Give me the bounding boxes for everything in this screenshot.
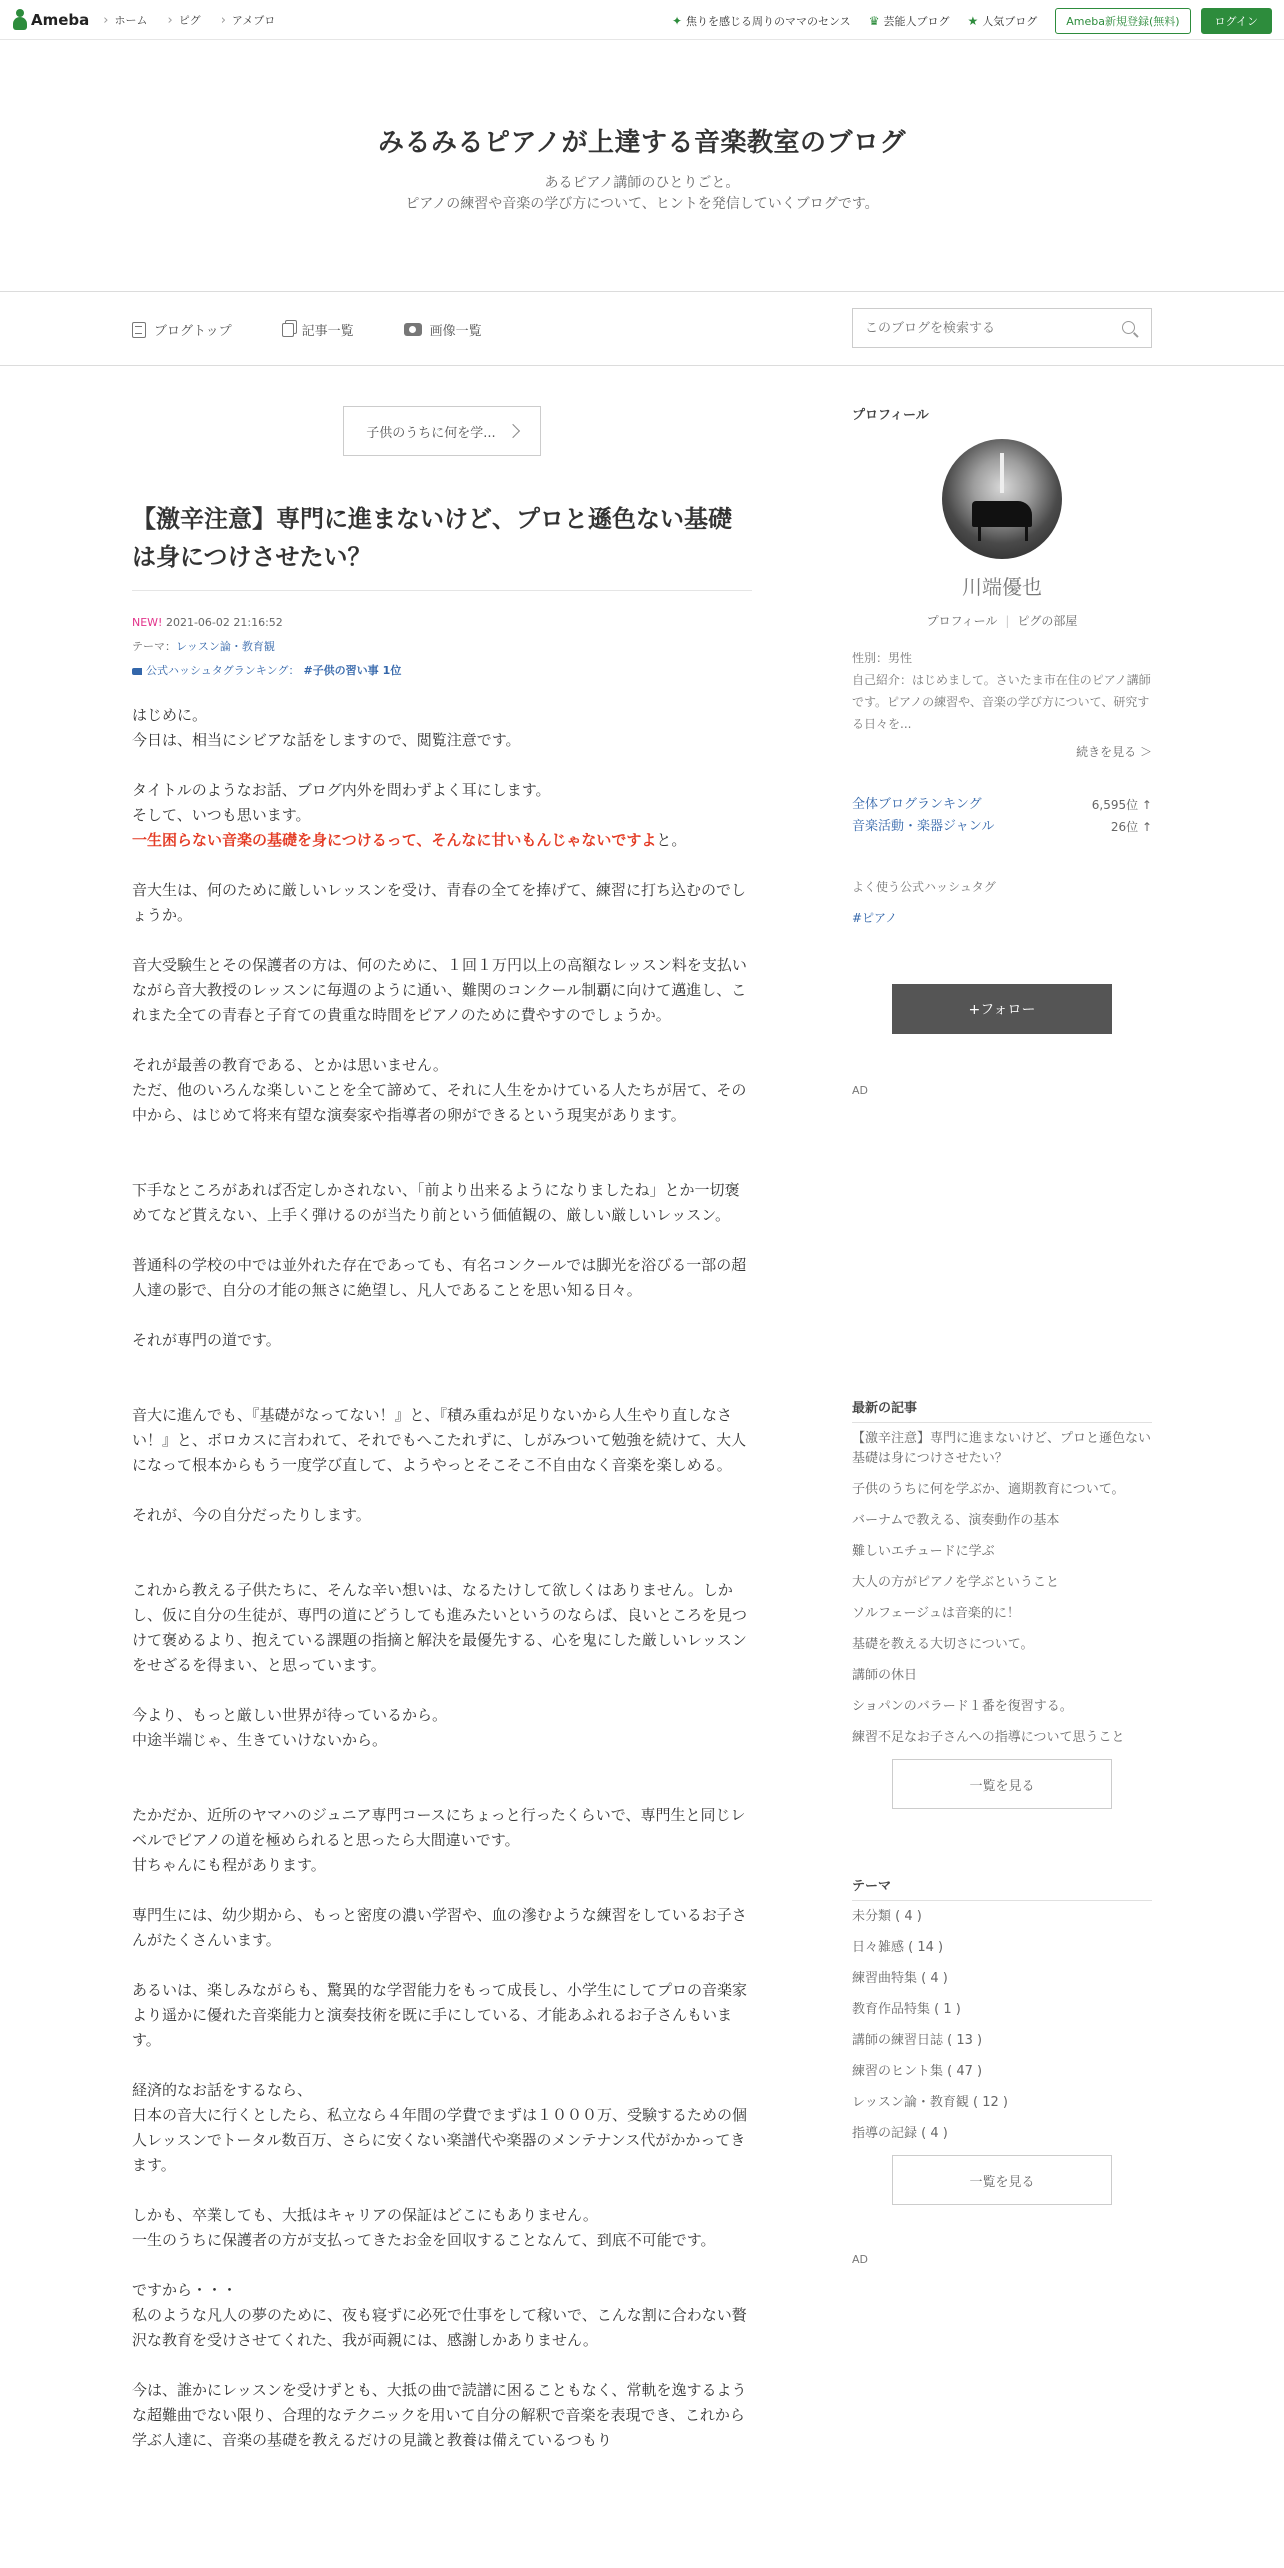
nav-blog-top[interactable]: [132, 320, 232, 339]
paragraph: 今より、もっと厳しい世界が待っているから。 中途半端じゃ、生きていけないから。: [132, 1706, 448, 1749]
nav-pigg[interactable]: › ピグ: [167, 12, 200, 28]
theme-item[interactable]: 講師の練習日誌 ( 13 ): [852, 2033, 983, 2048]
nav-image-list[interactable]: [404, 320, 482, 339]
emphasis-text: 一生困らない音楽の基礎を身につけるって、そんなに甘いもんじゃないですよ: [132, 831, 657, 849]
nav-entry-list-label: 記事一覧: [301, 324, 354, 339]
main-column: [132, 366, 752, 2478]
entry-title[interactable]: 【激辛注意】専門に進まないけど、プロと遜色ない基礎は身につけさせたい？: [132, 500, 752, 591]
nav-entry-list[interactable]: [282, 320, 354, 339]
header-right: [672, 8, 1272, 34]
blog-nav: [0, 292, 1284, 366]
theme-link[interactable]: レッスン論・教育観: [176, 640, 275, 653]
paragraph: 経済的なお話をするなら、 日本の音大に行くとしたら、私立なら４年間の学費でまずは１０００万、受験するための個人レッスンでトータル数百万、さらに安くない楽譜代や楽器のメンテナンス代がかかってきます。: [132, 2081, 748, 2174]
document-icon: [132, 322, 146, 338]
theme-heading: テーマ: [852, 1875, 1152, 1901]
popular-blog-label: 人気ブログ: [982, 15, 1038, 28]
camera-icon: [404, 323, 422, 336]
recent-item[interactable]: 基礎を教える大切さについて。: [852, 1637, 1034, 1652]
recent-item[interactable]: 講師の休日: [852, 1668, 918, 1683]
theme-list: [852, 1907, 1152, 2144]
login-button[interactable]: ログイン: [1201, 8, 1272, 34]
ranking-rank: 1位: [382, 664, 402, 677]
logo-text: Ameba: [31, 10, 90, 29]
recent-item[interactable]: 大人の方がピアノを学ぶということ: [852, 1575, 1059, 1590]
theme-item[interactable]: レッスン論・教育観 ( 12 ): [852, 2095, 1008, 2110]
theme-item[interactable]: 未分類 ( 4 ): [852, 1909, 922, 1924]
theme-more-button[interactable]: 一覧を見る: [892, 2155, 1112, 2205]
recent-item[interactable]: 【激辛注意】専門に進まないけど、プロと遜色ない基礎は身につけさせたい？: [852, 1431, 1152, 1466]
register-button[interactable]: Ameba新規登録(無料): [1055, 8, 1190, 34]
entry-body: [132, 703, 752, 2453]
recent-item[interactable]: ショパンのバラード１番を復習する。: [852, 1699, 1073, 1714]
profile-heading: プロフィール: [852, 408, 929, 423]
paragraph: 下手なところがあれば否定しかされない、「前より出来るようになりましたね」とか一切褒めてなど貰えない、上手く弾けるのが当たり前という価値観の、厳しい厳しいレッスン。: [132, 1181, 740, 1224]
profile-gender: 性別：男性: [852, 651, 913, 665]
prev-entry-button[interactable]: [343, 406, 541, 456]
hashtag-ranking[interactable]: [132, 659, 752, 683]
rank-all-link[interactable]: 全体ブログランキング: [852, 797, 982, 812]
paragraph: それが最善の教育である、とかは思いません。 ただ、他のいろんな楽しいことを全て諦めて、それに人生をかけている人たちが居て、その中から、はじめて将来有望な演奏家や指導者の卵ができるという現実があります。: [132, 1056, 747, 1124]
celebrity-blog-label: 芸能人ブログ: [883, 15, 950, 28]
celebrity-blog-link[interactable]: [869, 13, 950, 29]
recent-more-button[interactable]: 一覧を見る: [892, 1759, 1112, 1809]
nav-blog-top-label: ブログトップ: [154, 324, 232, 339]
paragraph: それが専門の道です。: [132, 1331, 281, 1349]
paragraph: はじめに。 今日は、相当にシビアな話をしますので、閲覧注意です。: [132, 706, 521, 749]
prev-entry-label: 子供のうちに何を学...: [366, 425, 496, 441]
paragraph: 普通科の学校の中では並外れた存在であっても、有名コンクールでは脚光を浴びる一部の超人達の影で、自分の才能の無さに絶望し、凡人であることを思い知る日々。: [132, 1256, 747, 1299]
tag-icon: [132, 668, 142, 675]
hashtag-link[interactable]: #ピアノ: [852, 911, 898, 925]
theme-item[interactable]: 日々雑感 ( 14 ): [852, 1940, 944, 1955]
theme-item[interactable]: 練習のヒント集 ( 47 ): [852, 2064, 983, 2079]
paragraph: 音大受験生とその保護者の方は、何のために、１回１万円以上の高額なレッスン料を支払いながら音大教授のレッスンに毎週のように通い、難関のコンクール制覇に向けて邁進し、これまた全ての青春と子育ての貴重な時間をピアノのために費やすのでしょうか。: [132, 956, 747, 1024]
recent-item[interactable]: 子供のうちに何を学ぶか、適期教育について。: [852, 1482, 1125, 1497]
blog-desc-line1: あるピアノ講師のひとりごと。: [544, 175, 740, 191]
pigg-room-link[interactable]: ピグの部屋: [1017, 614, 1078, 628]
new-badge: NEW!: [132, 616, 163, 629]
rank-genre-value: 26位 ↑: [1110, 820, 1152, 834]
star-icon: ★: [967, 14, 979, 28]
global-header: [0, 0, 1284, 40]
ad-label: AD: [852, 1084, 868, 1097]
read-more-link[interactable]: 続きを見る ＞: [1076, 745, 1152, 759]
paragraph: タイトルのようなお話、ブログ内外を問わずよく耳にします。 そして、いつも思います。 一生困らない音楽の基礎を身につけるって、そんなに甘いもんじゃないですよと。: [132, 781, 687, 849]
paragraph: あるいは、楽しみながらも、驚異的な学習能力をもって成長し、小学生にしてプロの音楽家より遥かに優れた音楽能力と演奏技術を既に手にしている、才能あふれるお子さんもいます。: [132, 1981, 748, 2049]
blog-nav-items: [132, 320, 482, 339]
ranking-tag: #子供の習い事: [303, 664, 379, 677]
rank-all-value: 6,595位 ↑: [1091, 798, 1152, 812]
entry-meta: [132, 611, 752, 683]
paragraph: ですから・・・ 私のような凡人の夢のために、夜も寝ずに必死で仕事をして稼いで、こんな割に合わない贅沢な教育を受けさせてくれた、我が両親には、感謝しかありません。: [132, 2281, 747, 2349]
profile-intro: 自己紹介：はじめまして。さいたま市在住のピアノ講師です。ピアノの練習や、音楽の学び方について、研究する日々を...: [852, 673, 1151, 731]
profile-name[interactable]: 川端優也: [962, 575, 1042, 599]
ameba-logo[interactable]: [12, 9, 89, 31]
follow-button[interactable]: +フォロー: [892, 984, 1112, 1034]
recent-heading: 最新の記事: [852, 1397, 1152, 1423]
paragraph: それが、今の自分だったりします。: [132, 1506, 371, 1524]
paragraph: 今は、誰かにレッスンを受けずとも、大抵の曲で読譜に困ることもなく、常軌を逸するような超難曲でない限り、合理的なテクニックを用いて自分の解釈で音楽を表現でき、これから学ぶ人達に、音楽の基礎を教えるだけの見識と教養は備えているつもり: [132, 2381, 747, 2449]
paragraph: しかも、卒業しても、大抵はキャリアの保証はどこにもありません。 一生のうちに保護者の方が支払ってきたお金を回収することなんて、到底不可能です。: [132, 2206, 716, 2249]
paragraph: たかだか、近所のヤマハのジュニア専門コースにちょっと行ったくらいで、専門生と同じレベルでピアノの道を極められると思ったら大間違いです。 甘ちゃんにも程があります。: [132, 1806, 746, 1874]
recent-list: [852, 1429, 1152, 1748]
crown-icon: ♛: [868, 14, 880, 28]
blog-search: [852, 308, 1152, 348]
nav-home[interactable]: › ホーム: [103, 12, 147, 28]
copy-icon: [282, 323, 294, 337]
paragraph: 音大生は、何のために厳しいレッスンを受け、青春の全てを捧げて、練習に打ち込むのでしょうか。: [132, 881, 746, 924]
chevron-right-icon: [506, 424, 520, 438]
recent-item[interactable]: ソルフェージュは音楽的に！: [852, 1606, 1020, 1621]
popular-blog-link[interactable]: [967, 13, 1037, 29]
global-nav: [103, 12, 275, 28]
search-input[interactable]: [853, 309, 1103, 347]
theme-label: テーマ：: [132, 640, 176, 653]
recent-item[interactable]: 練習不足なお子さんへの指導について思うこと: [852, 1730, 1125, 1745]
ranking-box: [852, 794, 1152, 838]
promo-link-label: 焦りを感じる周りのママのセンス: [686, 15, 851, 28]
profile-links: プロフィール | ピグの部屋: [926, 614, 1078, 628]
ameba-logo-icon: [12, 9, 28, 31]
recent-item[interactable]: 難しいエチュードに学ぶ: [852, 1544, 995, 1559]
paragraph: 専門生には、幼少期から、もっと密度の濃い学習や、血の滲むような練習をしているお子さんがたくさんいます。: [132, 1906, 747, 1949]
entry-datetime: 2021-06-02 21:16:52: [165, 616, 283, 629]
sparkle-icon: ✦: [671, 14, 683, 28]
avatar[interactable]: [942, 439, 1062, 559]
paragraph: 音大に進んでも、『基礎がなってない！』と、『積み重ねが足りないから人生やり直しなさい！』と、ボロカスに言われて、それでもへこたれずに、しがみついて勉強を続けて、大人になって根本からもう一度学び直して、ようやっとそこそこ不自由なく音楽を楽しめる。: [132, 1406, 747, 1474]
search-icon[interactable]: [1122, 321, 1135, 334]
promo-link[interactable]: [672, 13, 851, 29]
theme-item[interactable]: 練習曲特集 ( 4 ): [852, 1971, 948, 1986]
paragraph: これから教える子供たちに、そんな辛い想いは、なるたけして欲しくはありません。しかし、仮に自分の生徒が、専門の道にどうしても進みたいというのならば、良いところを見つけて褒めるより、抱えている課題の指摘と解決を最優先する、心を鬼にした厳しいレッスンをせざるを得まい、と思っています。: [132, 1581, 748, 1674]
profile-info: [852, 647, 1152, 735]
blog-header: [0, 40, 1284, 292]
profile-link[interactable]: プロフィール: [926, 614, 998, 628]
theme-item[interactable]: 教育作品特集 ( 1 ): [852, 2002, 961, 2017]
ranking-label: 公式ハッシュタグランキング：: [146, 664, 300, 677]
hashtag-heading: よく使う公式ハッシュタグ: [852, 880, 996, 894]
rank-genre-link[interactable]: 音楽活動・楽器ジャンル: [852, 819, 995, 834]
recent-item[interactable]: バーナムで教える、演奏動作の基本: [852, 1513, 1060, 1528]
ad-label-2: AD: [852, 2253, 868, 2266]
nav-ameblo[interactable]: › アメブロ: [221, 12, 276, 28]
nav-image-list-label: 画像一覧: [429, 324, 482, 339]
blog-desc-line2: ピアノの練習や音楽の学び方について、ヒントを発信していくブログです。: [405, 196, 879, 212]
sidebar: [852, 366, 1152, 2266]
blog-description: [0, 173, 1284, 215]
theme-item[interactable]: 指導の記録 ( 4 ): [852, 2126, 948, 2141]
blog-title[interactable]: みるみるピアノが上達する音楽教室のブログ: [378, 128, 906, 158]
